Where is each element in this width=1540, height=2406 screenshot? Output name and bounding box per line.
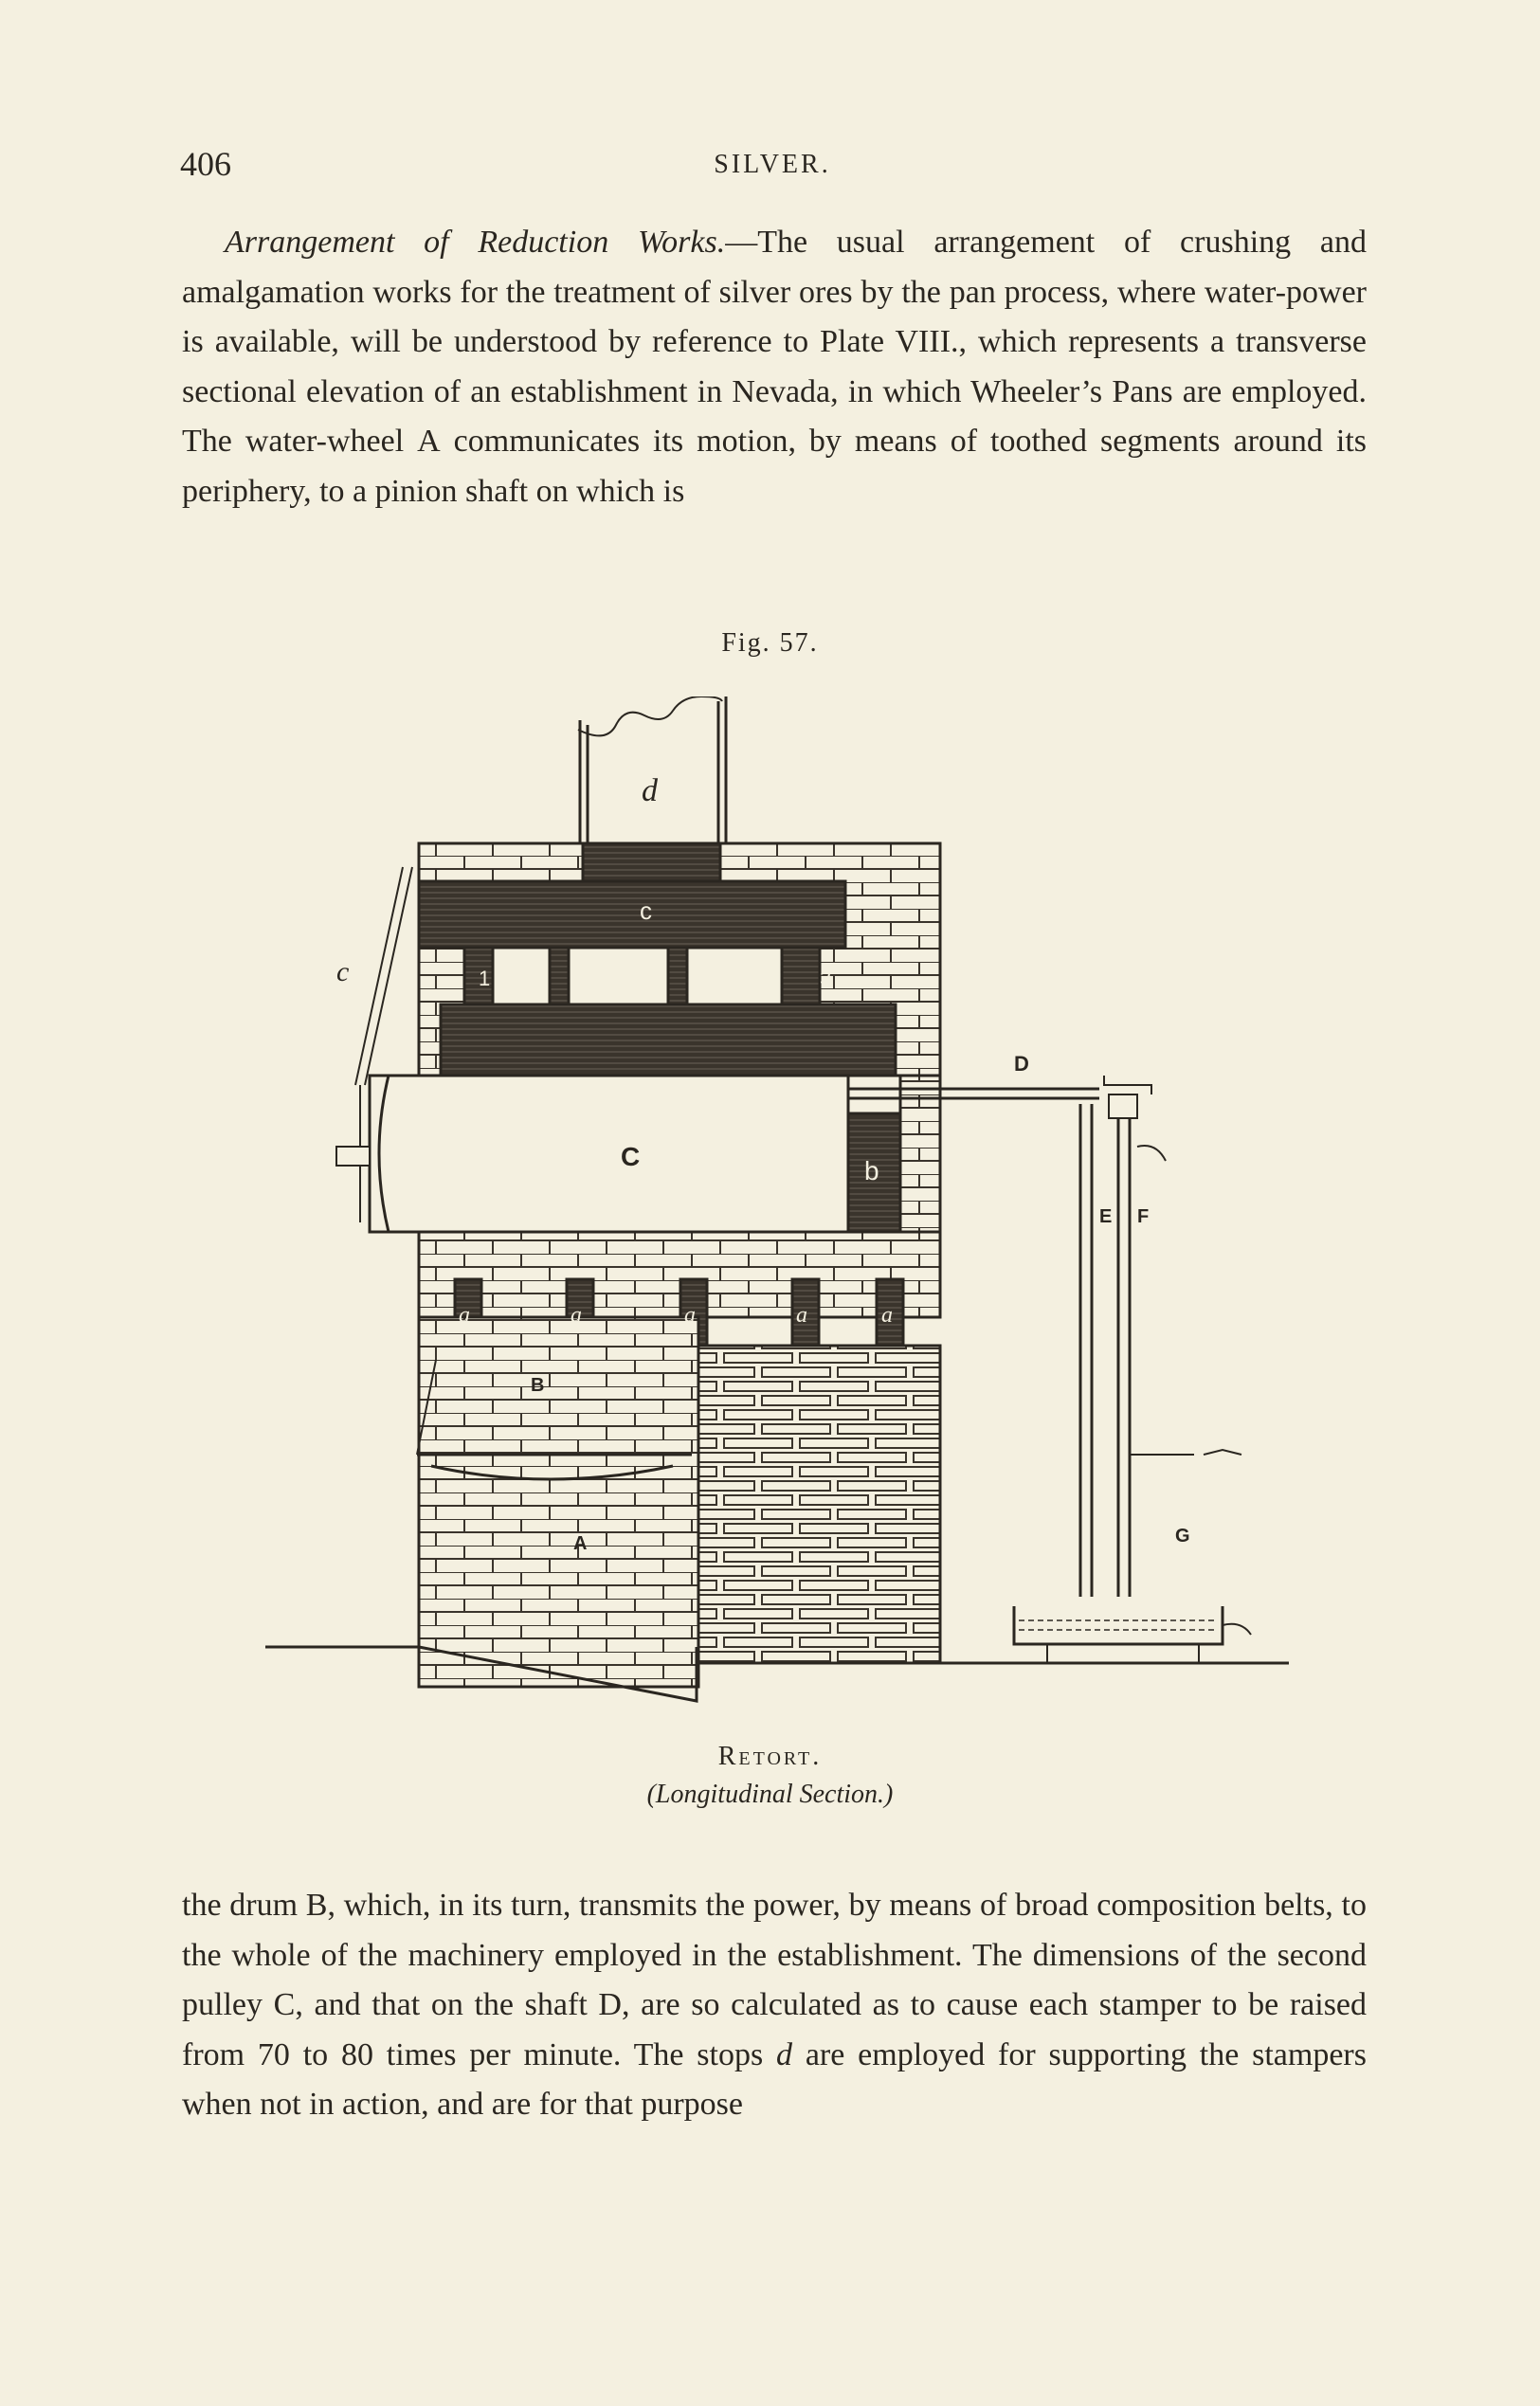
page-header [180, 144, 1365, 191]
label-E: E [1099, 1206, 1113, 1227]
paragraph-text: —The usual arrangement of crushing and amalgamation works for the treatment of silver ores by the pan process, where water-power is available, will be understood by reference to Plate VIII., which represents a transverse sectional elevation of an establishment in Nevada, in which Wheeler’s Pans are employed. The water-wheel [182, 225, 1367, 459]
letter-ref: A [417, 424, 441, 459]
retort-figure [265, 696, 1298, 1710]
paragraph-text: , and that on the shaft [295, 1987, 599, 2022]
label-F: F [1137, 1206, 1150, 1227]
figure-caption-subtitle: (Longitudinal Section.) [646, 1780, 894, 1809]
label-G: G [1175, 1526, 1190, 1547]
label-3: 3 [820, 967, 832, 990]
figure-caption-title: Retort. [717, 1742, 823, 1771]
label-a1: a [459, 1303, 470, 1328]
paragraph-text: , which, in its turn, transmits the power, by means of broad composition belts, to the whole of the machinery employed in the establishment. The dimensions of the second pulley [182, 1888, 1367, 2022]
letter-ref: D [598, 1987, 622, 2022]
paragraph-text: communicates its motion, by means of toothed segments around its periphery, to a pinion shaft on which is [182, 424, 1367, 509]
label-a3: a [684, 1303, 696, 1328]
retort-diagram [265, 696, 1298, 1710]
letter-ref: B [305, 1888, 328, 1923]
label-c-small: c [336, 956, 350, 987]
label-c-top: c [640, 896, 652, 925]
label-1: 1 [479, 967, 491, 990]
label-a5: a [881, 1303, 893, 1328]
label-C: C [621, 1142, 641, 1171]
paragraph-text: , are so calculated as to cause each stamper to be raised from 70 to 80 times per minute. The stops [182, 1987, 1368, 2072]
label-2: 2 [644, 967, 657, 990]
paragraph-continued [182, 1881, 1367, 2130]
label-a4: a [796, 1303, 807, 1328]
paragraph-text: are employed for supporting the stampers when not in action, and are for that purpose [182, 2036, 1367, 2122]
figure-number: Fig. 57. [721, 628, 819, 658]
letter-ref: d [776, 2036, 793, 2072]
paragraph-text: the drum [182, 1888, 306, 1923]
running-head: SILVER. [714, 150, 831, 179]
label-d: d [642, 773, 658, 808]
label-A: A [573, 1533, 588, 1554]
letter-ref: C [273, 1987, 296, 2022]
page-number: 406 [180, 145, 231, 183]
label-a2: a [571, 1303, 582, 1328]
paragraph-intro [182, 218, 1367, 516]
label-b: b [864, 1156, 879, 1185]
section-heading: Arrangement of Reduction Works. [225, 225, 726, 260]
label-B: B [531, 1375, 545, 1396]
label-D: D [1014, 1052, 1029, 1076]
